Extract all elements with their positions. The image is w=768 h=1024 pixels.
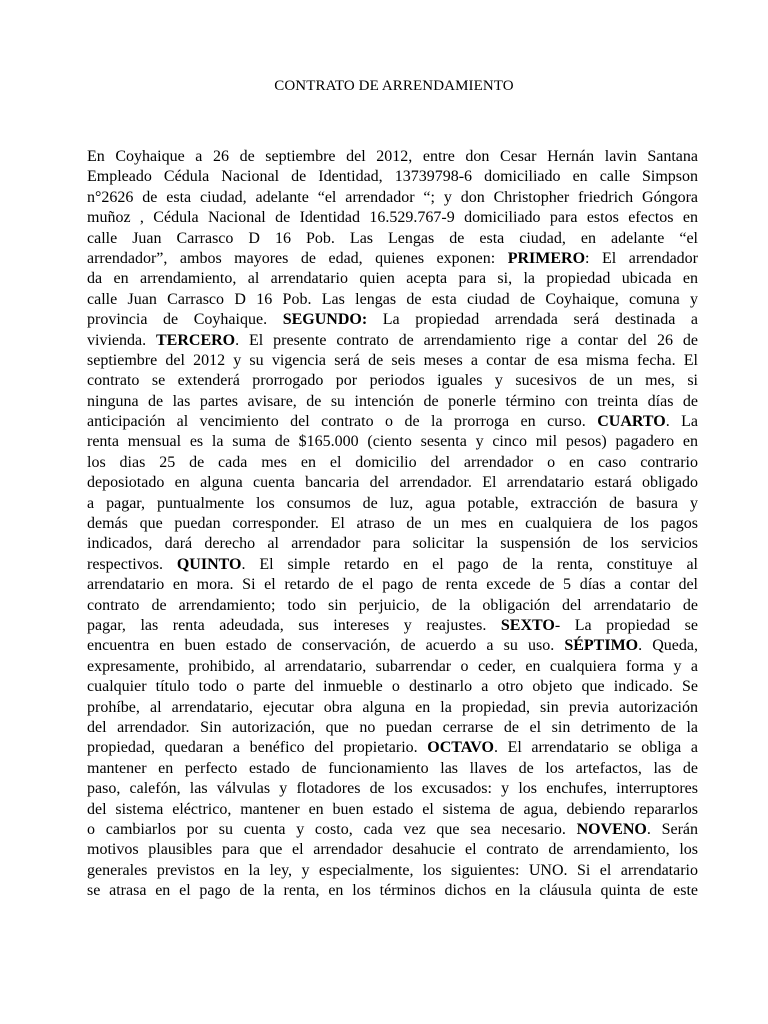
text-line	[87, 575, 698, 595]
text-run: o cambiarlos por su cuenta y costo, cada vez que sea necesario.	[87, 820, 577, 838]
text-run: contrato se extenderá prorrogado por periodos iguales y sucesivos de un mes, si	[87, 372, 698, 390]
text-line	[87, 596, 698, 616]
text-line	[87, 188, 698, 208]
text-line	[87, 738, 698, 758]
text-line	[87, 371, 698, 391]
clause-heading: OCTAVO	[427, 739, 494, 757]
text-run: cualquier título todo o parte del inmueble o destinarlo a otro objeto que indicado. Se	[87, 678, 698, 696]
text-line	[87, 229, 698, 249]
text-run: los dias 25 de cada mes en el domicilio del arrendador o en caso contrario	[87, 453, 698, 471]
clause-heading: CUARTO	[597, 413, 666, 431]
text-line	[87, 657, 698, 677]
text-run: ninguna de las partes avisare, de su intención de ponerle término con treinta días de	[87, 392, 698, 410]
text-run: del arrendador. Sin autorización, que no puedan cerrarse de el sin detrimento de la	[87, 718, 698, 736]
text-line	[87, 473, 698, 493]
text-run: provincia de Coyhaique.	[87, 311, 283, 329]
text-run: calle Juan Carrasco D 16 Pob. Las Lengas de esta ciudad, en adelante “el	[87, 229, 698, 247]
text-line	[87, 820, 698, 840]
clause-heading: PRIMERO	[507, 249, 586, 267]
text-line	[87, 453, 698, 473]
text-line	[87, 249, 698, 269]
clause-heading: QUINTO	[176, 555, 242, 573]
text-line	[87, 167, 698, 187]
text-run: - La propiedad se	[554, 616, 698, 634]
text-line	[87, 534, 698, 554]
text-line	[87, 412, 698, 432]
text-run: calle Juan Carrasco D 16 Pob. Las lengas de esta ciudad de Coyhaique, comuna y	[87, 290, 698, 308]
text-run: . El presente contrato de arrendamiento rige a contar del 26 de	[235, 331, 698, 349]
text-run: prohíbe, al arrendatario, ejecutar obra alguna en la propiedad, sin previa autorización	[87, 698, 698, 716]
text-run: La propiedad arrendada será destinada a	[367, 311, 698, 329]
text-run: paso, calefón, las válvulas y flotadores de los excusados: y los enchufes, interruptores	[87, 780, 698, 798]
clause-heading: SÉPTIMO	[564, 637, 639, 655]
text-run: arrendatario en mora. Si el retardo de el pago de renta excede de 5 días a contar del	[87, 576, 698, 594]
clause-heading: TERCERO	[156, 331, 236, 349]
text-run: muñoz , Cédula Nacional de Identidad 16.529.767-9 domiciliado para estos efectos en	[87, 209, 698, 227]
text-line	[87, 677, 698, 697]
text-line	[87, 269, 698, 289]
text-line	[87, 331, 698, 351]
text-run: se atrasa en el pago de la renta, en los términos dichos en la cláusula quinta de este	[87, 882, 698, 900]
text-run: pagar, las renta adeudada, sus intereses y reajustes.	[87, 616, 501, 634]
text-run: indicados, dará derecho al arrendador para solicitar la suspensión de los servicios	[87, 535, 698, 553]
text-line	[87, 800, 698, 820]
text-line	[87, 718, 698, 738]
text-run: motivos plausibles para que el arrendador desahucie el contrato de arrendamiento, los	[87, 841, 698, 859]
text-run: . La	[665, 413, 698, 431]
text-run: contrato de arrendamiento; todo sin perjuicio, de la obligación del arrendatario de	[87, 596, 698, 614]
text-line	[87, 779, 698, 799]
text-run: da en arrendamiento, al arrendatario quien acepta para si, la propiedad ubicada en	[87, 270, 698, 288]
clause-heading: NOVENO	[576, 820, 647, 838]
text-line	[87, 310, 698, 330]
text-line	[87, 840, 698, 860]
text-run: . Queda,	[638, 637, 698, 655]
text-line	[87, 514, 698, 534]
document-title: CONTRATO DE ARRENDAMIENTO	[274, 78, 514, 94]
text-run: : El arrendador	[585, 249, 698, 267]
text-run: . Serán	[646, 820, 698, 838]
text-line	[87, 432, 698, 452]
text-run: generales previstos en la ley, y especialmente, los siguientes: UNO. Si el arrendatario	[87, 861, 698, 879]
text-run: del sistema eléctrico, mantener en buen estado el sistema de agua, debiendo repararlos	[87, 800, 698, 818]
text-line	[87, 759, 698, 779]
text-run: Empleado Cédula Nacional de Identidad, 13739798-6 domiciliado en calle Simpson	[87, 168, 698, 186]
text-line	[87, 290, 698, 310]
text-run: vivienda.	[87, 331, 156, 349]
text-run: respectivos.	[87, 555, 177, 573]
text-run: n°2626 de esta ciudad, adelante “el arrendador “; y don Christopher friedrich Góngora	[87, 188, 698, 206]
clause-heading: SEGUNDO:	[282, 311, 368, 329]
text-line	[87, 147, 698, 167]
text-run: mantener en perfecto estado de funcionamiento las llaves de los artefactos, las de	[87, 759, 698, 777]
text-line	[87, 208, 698, 228]
text-run: deposiotado en alguna cuenta bancaria del arrendador. El arrendatario estará obligado	[87, 474, 698, 492]
text-run: arrendador”, ambos mayores de edad, quienes exponen:	[87, 249, 508, 267]
text-line	[87, 494, 698, 514]
text-run: a pagar, puntualmente los consumos de luz, agua potable, extracción de basura y	[87, 494, 698, 512]
text-run: demás que puedan corresponder. El atraso de un mes en cualquiera de los pagos	[87, 515, 698, 533]
text-run: En Coyhaique a 26 de septiembre del 2012, entre don Cesar Hernán lavin Santana	[87, 148, 698, 165]
text-line	[87, 861, 698, 881]
text-line	[87, 351, 698, 371]
text-line	[87, 616, 698, 636]
text-run: . El arrendatario se obliga a	[493, 739, 698, 757]
text-run: septiembre del 2012 y su vigencia será de seis meses a contar de esa misma fecha. El	[87, 351, 698, 369]
document-body	[87, 147, 698, 901]
text-line	[87, 698, 698, 718]
text-line	[87, 881, 698, 901]
text-run: . El simple retardo en el pago de la renta, constituye al	[241, 555, 698, 573]
text-run: encuentra en buen estado de conservación, de acuerdo a su uso.	[87, 637, 565, 655]
text-line	[87, 555, 698, 575]
text-line	[87, 636, 698, 656]
text-run: propiedad, quedaran a benéfico del propietario.	[87, 739, 428, 757]
clause-heading: SEXTO	[500, 616, 555, 634]
text-run: expresamente, prohibido, al arrendatario, subarrendar o ceder, en cualquiera forma y a	[87, 657, 698, 675]
text-run: anticipación al vencimiento del contrato o de la prorroga en curso.	[87, 413, 598, 431]
text-run: renta mensual es la suma de $165.000 (ciento sesenta y cinco mil pesos) pagadero en	[87, 433, 698, 451]
text-line	[87, 392, 698, 412]
